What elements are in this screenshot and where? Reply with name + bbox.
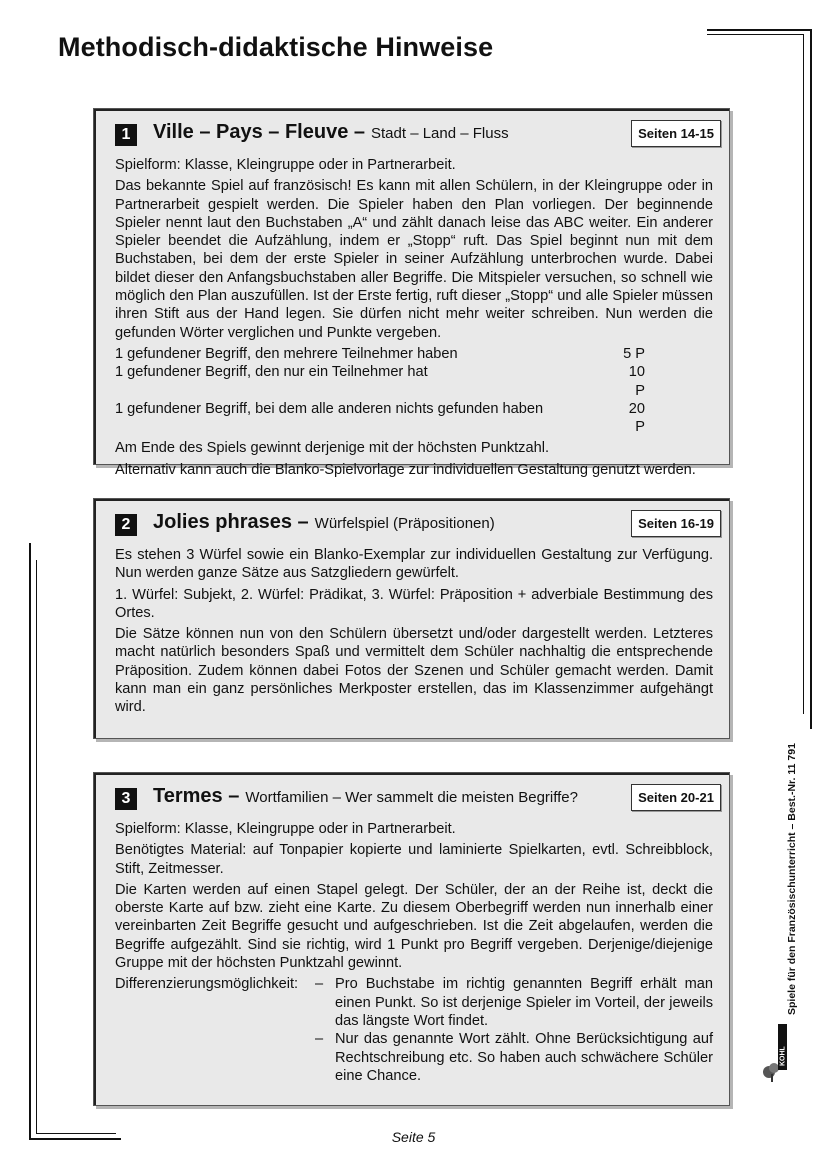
- page-reference-badge: Seiten 20-21: [631, 784, 721, 811]
- page-reference-badge: Seiten 16-19: [631, 510, 721, 537]
- list-item: [315, 1030, 713, 1085]
- section-number: 3: [115, 788, 137, 810]
- tree-logo-icon: [760, 1022, 790, 1084]
- frame-line-top-outer: [707, 29, 812, 31]
- section-header: [115, 787, 713, 817]
- game-form-text: Spielform: Klasse, Kleingruppe oder in Partnerarbeit.: [115, 821, 456, 837]
- score-row: [115, 400, 713, 437]
- publisher-logo: [760, 1022, 790, 1084]
- end-text: Am Ende des Spiels gewinnt derjenige mit der höchsten Punktzahl.: [115, 440, 550, 457]
- dice-text: 1. Würfel: Subjekt, 2. Würfel: Prädikat, 3. Würfel: Präposition + adverbiale Bestimmung des Ortes.: [115, 586, 713, 621]
- page-reference-badge: Seiten 14-15: [631, 120, 721, 147]
- section-subtitle: Würfelspiel (Präpositionen): [314, 515, 495, 532]
- description-text: Es stehen 3 Würfel sowie ein Blanko-Exemplar zur individuellen Gestaltung zur Verfügung. Nun werden ganze Sätze aus Satzgliedern gewürfelt.: [115, 547, 713, 582]
- list-item-text: Nur das genannte Wort zählt. Ohne Berücksichtigung auf Rechtschreibung etc. So haben auch schwächere Schüler eine Chance.: [335, 1031, 713, 1084]
- list-item-text: Pro Buchstabe im richtig genannten Begriff erhält man einen Punkt. So ist derjenige Spieler im Vorteil, der jeweils das längste Wort findet.: [335, 976, 713, 1029]
- differentiation-block: [115, 975, 713, 1085]
- frame-line-left-inner: [36, 560, 37, 1134]
- frame-line-right-outer: [810, 29, 812, 729]
- alternative-text: Alternativ kann auch die Blanko-Spielvorlage zur individuellen Gestaltung genutzt werden.: [115, 461, 696, 478]
- section-number: 1: [115, 124, 137, 146]
- score-row: [115, 363, 713, 400]
- differentiation-label: Differenzierungsmöglichkeit:: [115, 976, 299, 993]
- score-label: 1 gefundener Begriff, bei dem alle anderen nichts gefunden haben: [115, 400, 544, 417]
- score-points: 20 P: [628, 400, 645, 436]
- score-label: 1 gefundener Begriff, den mehrere Teilnehmer haben: [115, 345, 458, 362]
- score-points: 5 P: [623, 345, 645, 362]
- list-item: [315, 975, 713, 1030]
- dash-bullet: –: [315, 976, 324, 993]
- section-card-1: [93, 108, 730, 478]
- section-header: [115, 123, 713, 153]
- section-card-3: [93, 772, 730, 1106]
- score-table: [115, 345, 713, 436]
- dash-bullet: –: [315, 1031, 324, 1048]
- section-card-2: [93, 498, 730, 739]
- section-subtitle: Stadt – Land – Fluss: [371, 125, 509, 142]
- page-title: Methodisch-didaktische Hinweise: [58, 32, 494, 62]
- game-form-text: Spielform: Klasse, Kleingruppe oder in Partnerarbeit.: [115, 157, 456, 173]
- page-number: Seite 5: [391, 1129, 436, 1145]
- description-text: Das bekannte Spiel auf französisch! Es kann mit allen Schülern, in der Kleingruppe oder in Partnerarbeit gespielt werden. Die Spieler haben den Plan vorliegen. Der beginnende Spieler nennt laut den Buchstaben „A“ und zählt danach leise das ABC weiter. Ein anderer Spieler beendet die Aufzählung, indem er „Stopp“ ruft. Das Spiel beginnt nun mit dem Buchstaben, bei dem der erste Spieler in seiner Aufzählung unterbrochen wurde. Dabei bildet dieser den Anfangsbuchstaben aller Begriffe. Die Mitspieler versuchen, so schnell wie möglich den Plan auszufüllen. Ist der Erste fertig, ruft dieser „Stopp“ und alle Spieler müssen ihren Stift aus der Hand legen. Sie dürfen nicht mehr weiter schreiben. Nun werden die gefunden Wörter verglichen und Punkte vergeben.: [115, 178, 713, 341]
- description-text: Die Karten werden auf einen Stapel gelegt. Der Schüler, der an der Reihe ist, deckt die oberste Karte auf bzw. zieht eine Karte. Zu diesem Oberbegriff werden nun innerhalb einer vereinbarten Zeit Begriffe gesucht und aufgeschrieben. Ist die Zeit abgelaufen, werden die Begriffe aufgezählt. Sind sie richtig, wird 1 Punkt pro Begriff vergeben. Derjenige/diejenige Gruppe mit der höchsten Punktzahl gewinnt.: [115, 881, 713, 972]
- usage-text: Die Sätze können nun von den Schülern übersetzt und/oder dargestellt werden. Letzteres macht natürlich besonders Spaß und vermittelt dem Schüler nachhaltig die entsprechende Präposition. Zudem können dabei Fotos der Szenen und Schüler gemacht werden. Damit kann man ein ganz persönliches Merkposter erstellen, das im Klassenzimmer aufgehängt wird.: [115, 626, 713, 716]
- section-number: 2: [115, 514, 137, 536]
- score-points: 10 P: [628, 364, 645, 399]
- score-row: [115, 345, 713, 363]
- section-title: Termes –: [153, 785, 240, 807]
- section-title: Jolies phrases –: [153, 511, 309, 533]
- differentiation-list: [315, 975, 713, 1085]
- section-header: [115, 513, 713, 543]
- section-title: Ville – Pays – Fleuve –: [153, 121, 365, 143]
- frame-line-top-inner: [707, 34, 804, 35]
- section-subtitle: Wortfamilien – Wer sammelt die meisten Begriffe?: [245, 789, 578, 806]
- material-text: Benötigtes Material: auf Tonpapier kopierte und laminierte Spielkarten, evtl. Schreibblock, Stift, Zeitmesser.: [115, 842, 713, 877]
- score-label: 1 gefundener Begriff, den nur ein Teilnehmer hat: [115, 364, 428, 381]
- frame-line-left-outer: [29, 543, 31, 1140]
- side-publication-text: Spiele für den Französischunterricht – Best.-Nr. 11 791: [786, 743, 798, 1015]
- svg-text:KOHL: KOHL: [779, 1046, 787, 1066]
- frame-line-right-inner: [803, 34, 804, 714]
